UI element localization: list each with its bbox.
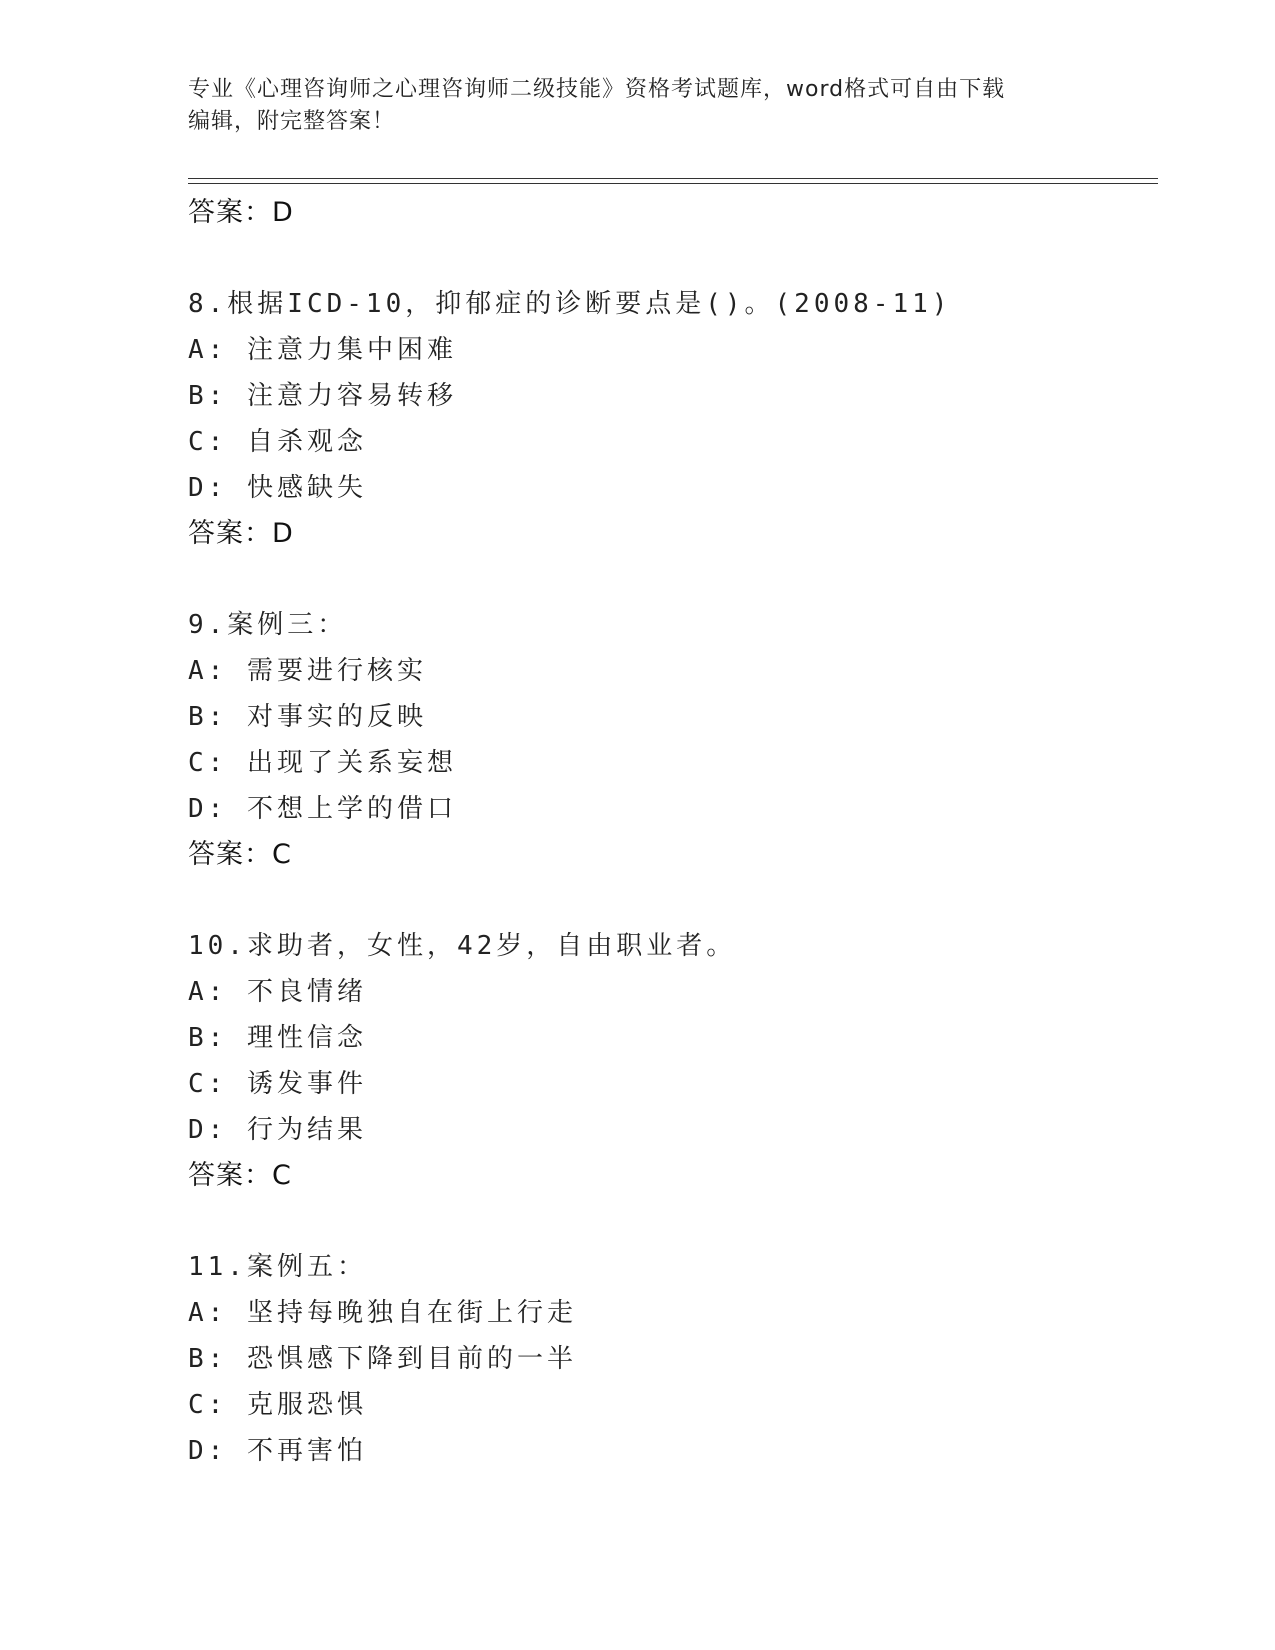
document-header xyxy=(188,74,1088,138)
option-d: D: 快感缺失 xyxy=(188,473,367,503)
option-a: A: 坚持每晚独自在街上行走 xyxy=(188,1298,577,1328)
header-line-2: 编辑，附完整答案！ xyxy=(188,109,396,134)
spacer xyxy=(188,878,1158,923)
option-d: D: 行为结果 xyxy=(188,1115,367,1145)
question-title: 11.案例五： xyxy=(188,1252,367,1282)
question-block xyxy=(188,923,1158,1199)
answer-line: 答案：C xyxy=(188,1160,292,1191)
spacer xyxy=(188,557,1158,602)
answer-line: 答案：C xyxy=(188,839,292,870)
question-list xyxy=(188,190,1158,1474)
option-d: D: 不再害怕 xyxy=(188,1436,367,1466)
option-b: B: 恐惧感下降到目前的一半 xyxy=(188,1344,577,1374)
option-d: D: 不想上学的借口 xyxy=(188,794,457,824)
spacer xyxy=(188,236,1158,281)
answer-line: 答案：D xyxy=(188,197,294,228)
question-title: 9.案例三： xyxy=(188,610,348,640)
question-title: 10.求助者，女性，42岁，自由职业者。 xyxy=(188,931,737,961)
option-c: C: 诱发事件 xyxy=(188,1069,367,1099)
spacer xyxy=(188,1199,1158,1244)
option-c: C: 出现了关系妄想 xyxy=(188,748,457,778)
option-b: B: 对事实的反映 xyxy=(188,702,427,732)
answer-line: 答案：D xyxy=(188,518,294,549)
option-b: B: 理性信念 xyxy=(188,1023,367,1053)
header-divider-bottom xyxy=(188,183,1158,184)
option-a: A: 需要进行核实 xyxy=(188,656,427,686)
question-block xyxy=(188,1244,1158,1474)
question-title: 8.根据ICD-10，抑郁症的诊断要点是()。(2008-11) xyxy=(188,289,952,319)
question-block xyxy=(188,602,1158,878)
header-divider-top xyxy=(188,178,1158,179)
question-block xyxy=(188,281,1158,557)
option-a: A: 不良情绪 xyxy=(188,977,367,1007)
header-line-1: 专业《心理咨询师之心理咨询师二级技能》资格考试题库，word格式可自由下载 xyxy=(188,77,1006,102)
option-c: C: 克服恐惧 xyxy=(188,1390,367,1420)
option-c: C: 自杀观念 xyxy=(188,427,367,457)
option-a: A: 注意力集中困难 xyxy=(188,335,457,365)
option-b: B: 注意力容易转移 xyxy=(188,381,457,411)
